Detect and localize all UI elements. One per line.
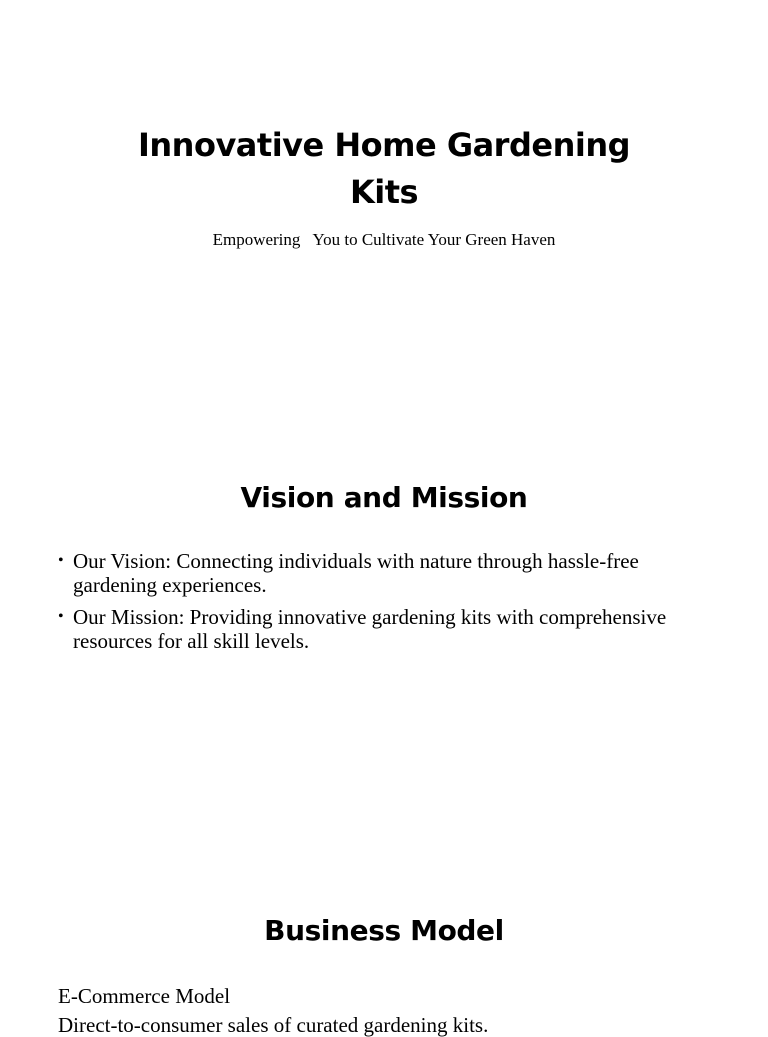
page-subtitle: Empowering You to Cultivate Your Green Haven xyxy=(212,230,556,249)
vision-mission-heading: Vision and Mission xyxy=(240,481,528,514)
vision-mission-list xyxy=(58,549,718,661)
mission-bullet xyxy=(58,605,718,653)
page-title: Innovative Home Gardening Kits xyxy=(137,126,630,211)
business-model-line: E-Commerce Model xyxy=(58,984,231,1008)
bullet-icon: • xyxy=(58,552,64,569)
business-model-heading: Business Model xyxy=(264,914,504,947)
bullet-icon: • xyxy=(58,608,64,625)
mission-text: Our Mission: Providing innovative gardening kits with comprehensive resources for all skill levels. xyxy=(73,605,667,653)
vision-text: Our Vision: Connecting individuals with nature through hassle-free gardening experiences. xyxy=(73,549,639,597)
business-model-description: Direct-to-consumer sales of curated gardening kits. xyxy=(58,1013,489,1037)
vision-bullet xyxy=(58,549,718,597)
